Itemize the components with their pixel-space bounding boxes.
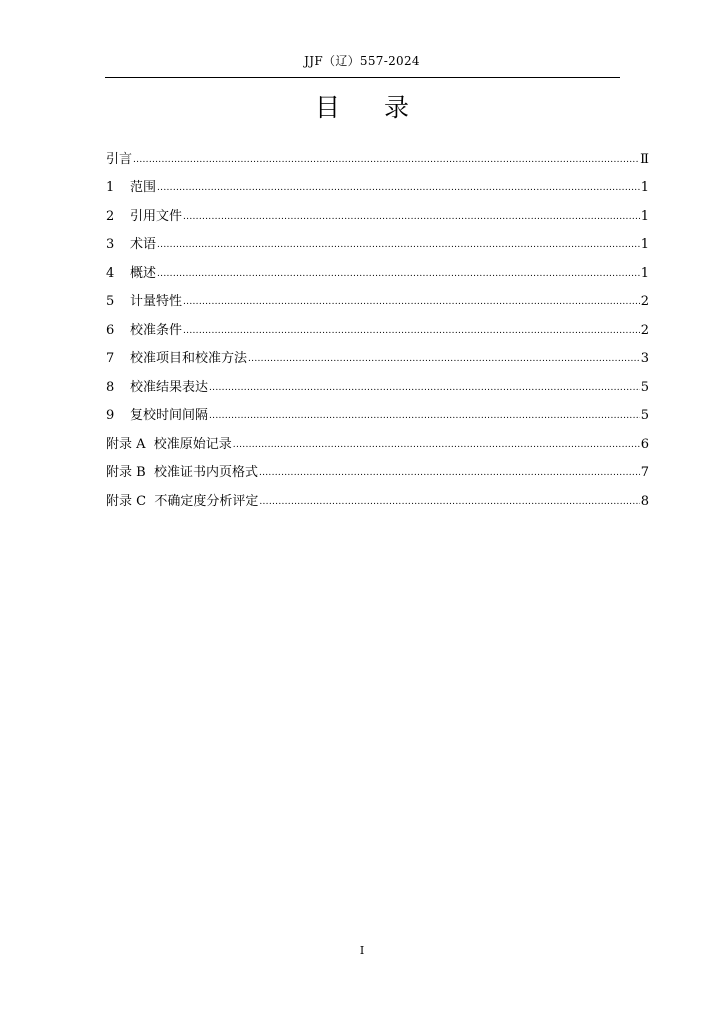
toc-entry-page: 2 [640,322,649,338]
page-number: I [359,944,365,957]
toc-entry-page: 2 [640,294,649,309]
toc-leader-dots [183,296,640,308]
toc-leader-dots [209,382,640,394]
toc-entry-label: 术语 [130,237,157,252]
toc-entry-label: 引言 [106,151,133,167]
toc-entry[interactable] [106,310,649,339]
toc-entry-label: 复校时间间隔 [130,408,209,423]
toc-entry[interactable] [106,396,649,425]
toc-leader-dots [183,325,640,337]
toc-entry-number: 3 [106,237,115,252]
toc-entry-page: 1 [640,265,649,281]
toc-entry-label: 概述 [130,265,157,281]
toc-leader-dots [157,268,640,280]
toc-leader-dots [133,154,639,166]
toc-entry-label: 附录 B 校准证书内页格式 [106,465,258,480]
toc-entry-label: 校准条件 [130,322,183,338]
toc-entry[interactable] [106,453,649,482]
toc-entry[interactable] [106,225,649,254]
toc-leader-dots [209,410,640,422]
toc-entry-number: 5 [106,294,115,309]
table-of-contents [106,139,649,510]
page-title-part2: 录 [384,93,410,122]
toc-entry-page: 7 [640,465,649,480]
toc-leader-dots [259,467,640,479]
toc-leader-dots [233,439,640,451]
toc-entry[interactable] [106,339,649,368]
toc-leader-dots [183,211,640,223]
toc-entry-number: 7 [106,351,115,366]
toc-entry-page: 5 [640,408,649,423]
toc-entry-label: 校准项目和校准方法 [130,351,248,366]
toc-entry-page: 8 [640,493,649,509]
toc-entry-label: 附录 A 校准原始记录 [106,436,232,452]
toc-entry-label: 附录 C 不确定度分析评定 [106,493,259,509]
toc-entry-number: 4 [106,265,115,281]
toc-entry-page: 3 [640,351,649,366]
toc-entry-page: 6 [640,436,649,452]
toc-entry-label: 引用文件 [130,208,183,224]
toc-entry[interactable] [106,367,649,396]
toc-leader-dots [157,239,640,251]
toc-entry-page: 1 [640,237,649,252]
toc-entry[interactable] [106,282,649,311]
header-divider [105,77,620,78]
page-title [0,88,724,124]
toc-entry-label: 校准结果表达 [130,379,209,395]
toc-entry[interactable] [106,424,649,453]
document-code-header: JJF（辽）557-2024 [304,54,420,68]
toc-entry-number: 1 [106,180,115,195]
toc-leader-dots [157,182,640,194]
toc-entry-page: 5 [640,379,649,395]
toc-leader-dots [248,353,640,365]
toc-entry-label: 范围 [130,180,157,195]
toc-entry[interactable] [106,168,649,197]
toc-entry-number: 6 [106,322,115,338]
toc-entry-number: 2 [106,208,115,224]
toc-entry-page: Ⅱ [640,151,649,167]
toc-leader-dots [259,496,639,508]
toc-entry[interactable] [106,139,649,168]
toc-entry-page: 1 [640,180,649,195]
page-title-part1: 目 [314,93,340,122]
toc-entry-page: 1 [640,208,649,224]
toc-entry[interactable] [106,196,649,225]
toc-entry-number: 9 [106,408,115,423]
toc-entry-label: 计量特性 [130,294,183,309]
toc-entry-number: 8 [106,379,115,395]
toc-entry[interactable] [106,481,649,510]
toc-entry[interactable] [106,253,649,282]
